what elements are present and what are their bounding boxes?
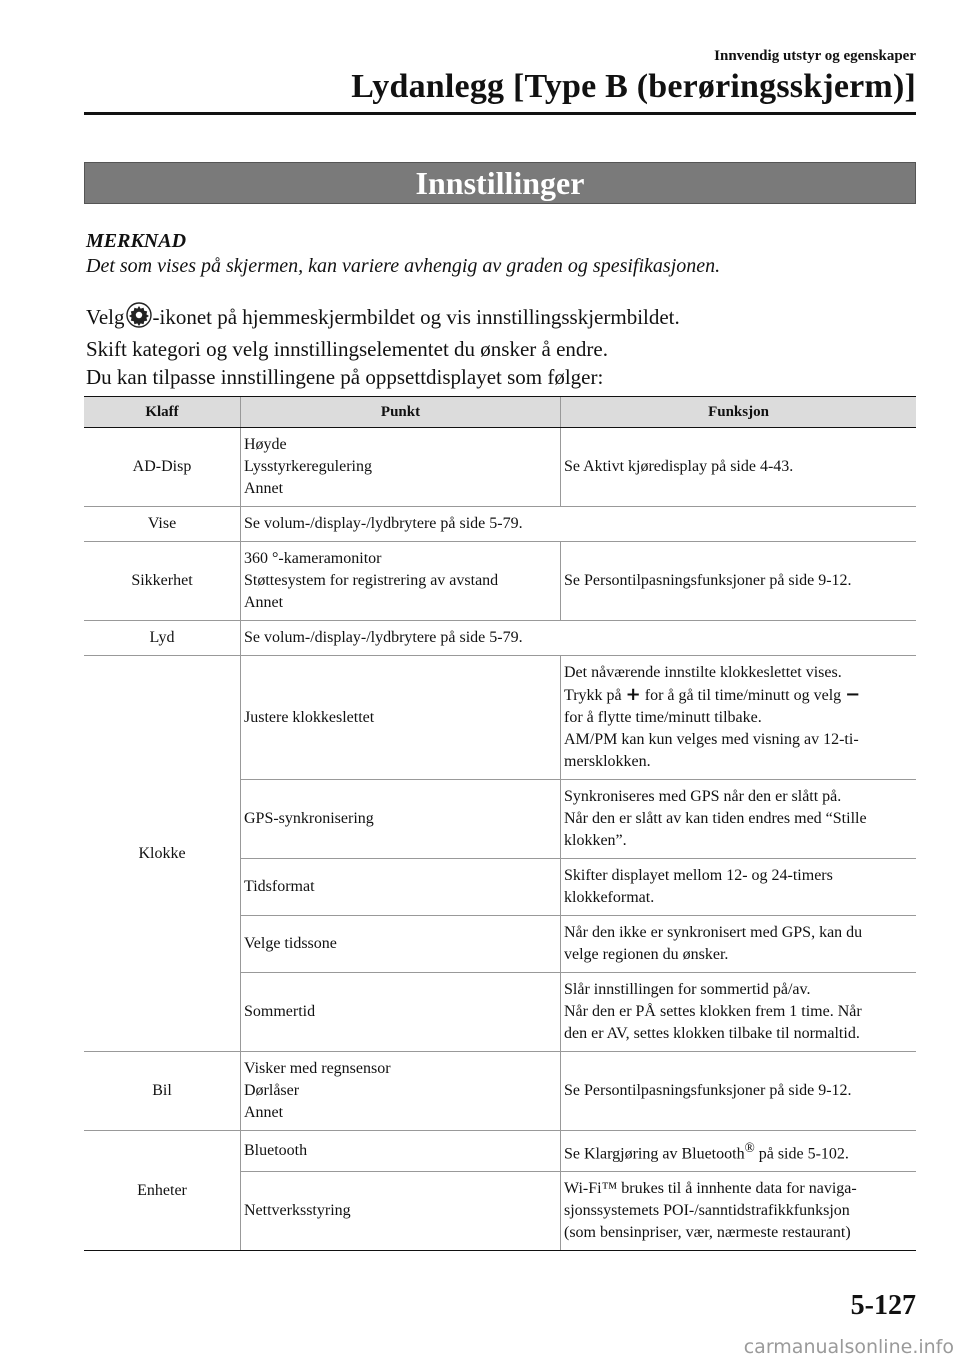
func-text: den er AV, settes klokken tilbake til normaltid. xyxy=(564,1025,860,1042)
footer-watermark: carmanualsonline.info xyxy=(743,1336,954,1358)
func-text: Når den er slått av kan tiden endres med “Stille xyxy=(564,810,867,827)
func-text: mersklokken. xyxy=(564,753,651,770)
item-text: Annet xyxy=(244,1104,284,1121)
item-cell: Se volum-/display-/lydbrytere på side 5-79. xyxy=(241,621,917,656)
page-number: 5-127 xyxy=(850,1290,916,1321)
table-row xyxy=(84,621,916,656)
plus-icon: + xyxy=(625,684,641,705)
func-text: sjonssystemets POI-/sanntidstrafikkfunksjon xyxy=(564,1202,850,1220)
header-rule xyxy=(84,112,916,115)
func-text: Trykk på xyxy=(564,687,622,704)
item-text: Høyde xyxy=(244,436,287,453)
func-text: klokkeformat. xyxy=(564,889,655,906)
function-cell xyxy=(561,1131,917,1172)
function-cell: Se Persontilpasningsfunksjoner på side 9-12. xyxy=(561,542,917,621)
header-funksjon: Funksjon xyxy=(561,397,917,428)
function-cell xyxy=(561,916,917,973)
function-cell xyxy=(561,859,917,916)
intro-select-text: Velg xyxy=(86,305,125,329)
function-cell xyxy=(561,973,917,1052)
intro-line1-rest: -ikonet på hjemmeskjermbildet og vis innstillingsskjermbildet. xyxy=(152,305,680,329)
tab-enheter: Enheter xyxy=(84,1131,241,1251)
table-row xyxy=(84,656,916,780)
tab-klokke: Klokke xyxy=(84,656,241,1052)
func-text: Når den er PÅ settes klokken frem 1 time. Når xyxy=(564,1003,862,1020)
item-text: Visker med regnsensor xyxy=(244,1060,391,1077)
item-cell: Bluetooth xyxy=(241,1131,561,1172)
header-punkt: Punkt xyxy=(241,397,561,428)
func-text: Når den ikke er synkronisert med GPS, kan du xyxy=(564,924,863,941)
table-row xyxy=(84,542,916,621)
header-klaff: Klaff xyxy=(84,397,241,428)
item-cell xyxy=(241,542,561,621)
item-cell: Velge tidssone xyxy=(241,916,561,973)
intro-line-1 xyxy=(86,302,680,335)
item-cell: Se volum-/display-/lydbrytere på side 5-79. xyxy=(241,507,917,542)
item-cell xyxy=(241,428,561,507)
table-row xyxy=(84,507,916,542)
item-text: 360 °-kameramonitor xyxy=(244,550,382,567)
tab-sikkerhet: Sikkerhet xyxy=(84,542,241,621)
item-text: Støttesystem for registrering av avstand xyxy=(244,572,499,589)
table-row xyxy=(84,1131,916,1172)
item-cell: Justere klokkeslettet xyxy=(241,656,561,780)
item-cell: Nettverksstyring xyxy=(241,1172,561,1251)
chapter-title: Innvendig utstyr og egenskaper xyxy=(714,48,916,64)
func-text: Se Klargjøring av Bluetooth xyxy=(564,1145,745,1163)
tab-lyd: Lyd xyxy=(84,621,241,656)
table-header-row xyxy=(84,397,916,428)
func-text: velge regionen du ønsker. xyxy=(564,946,729,963)
func-text: klokken”. xyxy=(564,832,627,849)
func-text: på side 5-102. xyxy=(754,1145,849,1163)
item-cell xyxy=(241,1052,561,1131)
section-title: Innstillinger xyxy=(84,162,916,204)
page-title: Lydanlegg [Type B (berøringsskjerm)] xyxy=(351,68,916,105)
note-text: Det som vises på skjermen, kan variere avhengig av graden og spesifikasjonen. xyxy=(86,255,721,277)
func-text: for å gå til time/minutt og velg xyxy=(644,687,842,704)
func-text: Skifter displayet mellom 12- og 24-timers xyxy=(564,867,833,884)
item-text: Annet xyxy=(244,480,284,497)
item-cell: Sommertid xyxy=(241,973,561,1052)
intro-text xyxy=(86,302,680,391)
table-row xyxy=(84,428,916,507)
intro-line-3: Du kan tilpasse innstillingene på oppsettdisplayet som følger: xyxy=(86,365,604,389)
function-cell xyxy=(561,1172,917,1251)
function-cell: Se Persontilpasningsfunksjoner på side 9-12. xyxy=(561,1052,917,1131)
item-text: Annet xyxy=(244,594,284,611)
func-text: Wi-Fi™ brukes til å innhente data for naviga- xyxy=(564,1180,857,1198)
item-cell: GPS-synkronisering xyxy=(241,780,561,859)
tab-addisp: AD-Disp xyxy=(84,428,241,507)
item-text: Lysstyrkeregulering xyxy=(244,458,372,475)
function-cell xyxy=(561,780,917,859)
func-text: Slår innstillingen for sommertid på/av. xyxy=(564,981,811,998)
minus-icon: − xyxy=(845,684,861,705)
func-text: (som bensinpriser, vær, nærmeste restaurant) xyxy=(564,1224,851,1242)
function-cell: Se Aktivt kjøredisplay på side 4-43. xyxy=(561,428,917,507)
function-cell xyxy=(561,656,917,780)
func-text: Synkroniseres med GPS når den er slått på. xyxy=(564,788,842,805)
func-text: Det nåværende innstilte klokkeslettet vises. xyxy=(564,664,842,681)
func-text: AM/PM kan kun velges med visning av 12-ti- xyxy=(564,731,859,748)
tab-bil: Bil xyxy=(84,1052,241,1131)
note-title: MERKNAD xyxy=(86,230,187,252)
intro-line-2: Skift kategori og velg innstillingselementet du ønsker å endre. xyxy=(86,337,608,361)
settings-table xyxy=(84,396,916,1251)
item-text: Dørlåser xyxy=(244,1082,300,1099)
item-cell: Tidsformat xyxy=(241,859,561,916)
settings-gear-icon xyxy=(126,302,152,335)
func-text: for å flytte time/minutt tilbake. xyxy=(564,709,762,726)
tab-vise: Vise xyxy=(84,507,241,542)
registered-mark: ® xyxy=(744,1140,755,1155)
table-row xyxy=(84,1052,916,1131)
